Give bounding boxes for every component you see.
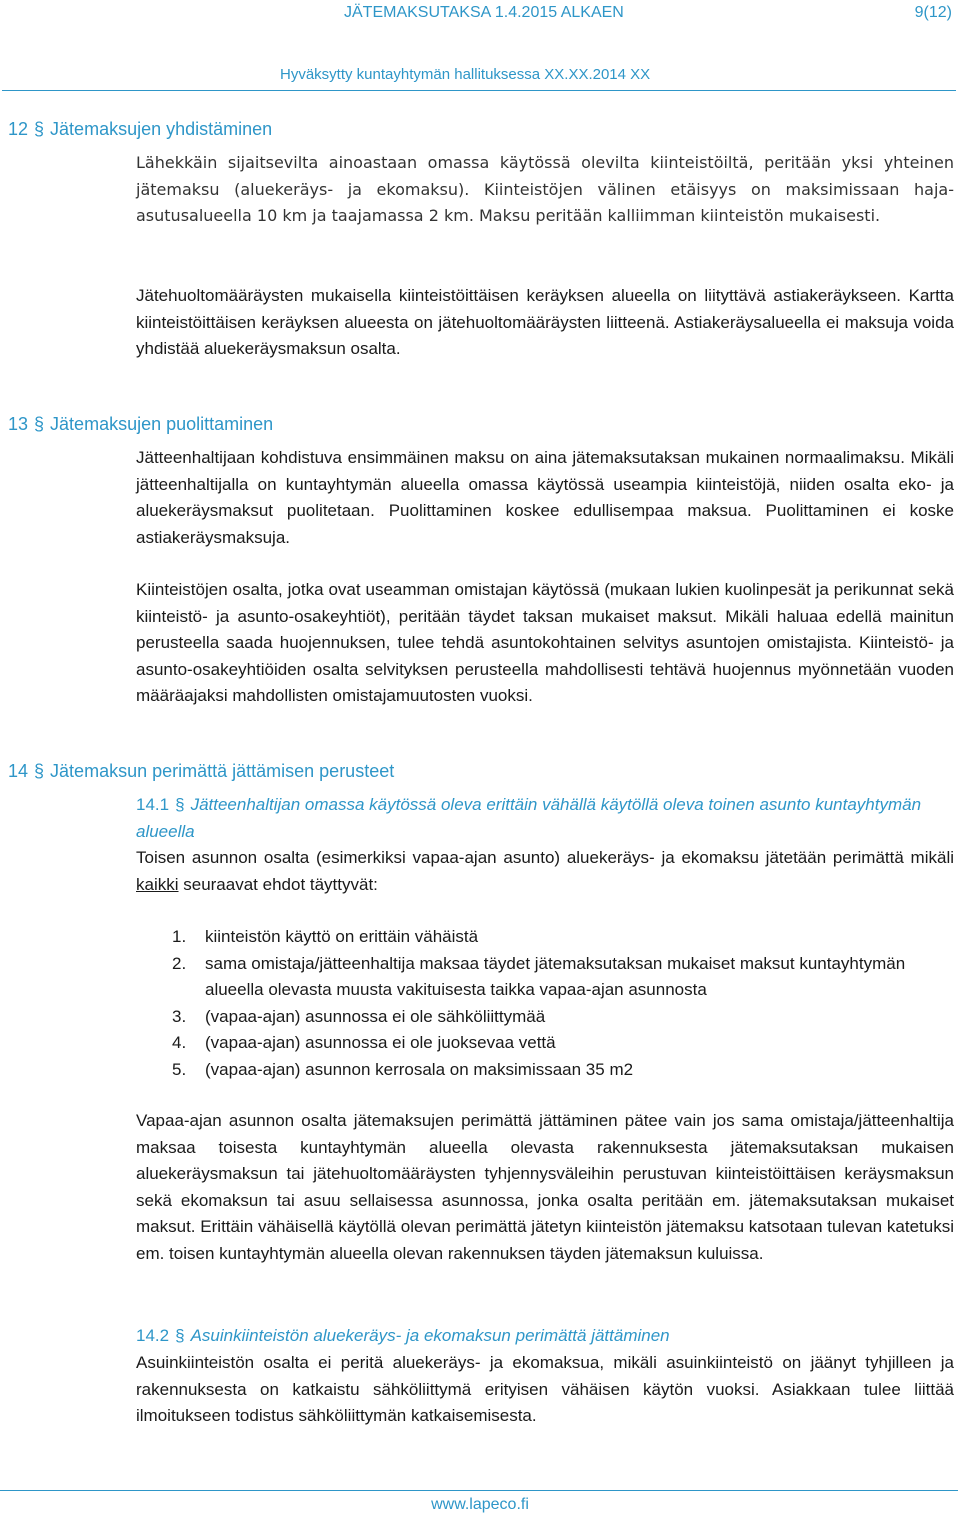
section-number: 14	[8, 761, 29, 781]
subsection-14-1-heading	[136, 792, 954, 845]
list-item	[172, 1004, 954, 1031]
list-text: (vapaa-ajan) asunnossa ei ole sähköliittymää	[205, 1006, 546, 1026]
document-title: JÄTEMAKSUTAKSA 1.4.2015 ALKAEN	[344, 4, 624, 21]
list-number: 3.	[172, 1006, 187, 1026]
list-number: 4.	[172, 1033, 187, 1052]
section-symbol: §	[175, 795, 185, 814]
intro-underlined-word: kaikki	[136, 874, 179, 894]
section-13-heading	[8, 414, 273, 435]
section-symbol: §	[34, 414, 45, 434]
list-text: sama omistaja/jätteenhaltija maksaa täydet jätemaksutaksan mukaiset maksut kuntayhtymän alueella olevasta muusta vakituisesta taikka vapaa-ajan asunnosta	[205, 953, 906, 999]
list-text: kiinteistön käyttö on erittäin vähäistä	[205, 927, 479, 946]
list-number: 2.	[172, 953, 187, 973]
subsection-14-1-paragraph-2: Vapaa-ajan asunnon osalta jätemaksujen perimättä jättäminen pätee vain jos sama omistaja/jätteenhaltija maksaa toisesta kuntayhtymän alueella olevasta rakennuksesta jätemaksutaksan mukaisen aluekeräysmaksun tai jätehuoltomääräysten tyhjennysväleihin perustuvan kiinteistöittäisen keräysmaksun sekä ekomaksun tai asuu sellaisessa asunnossa, jonka osalta peritään em. jätemaksutaksan mukaiset maksut. Erittäin vähäisellä käytöllä olevan perimättä jätetyn kiinteistön jätemaksu katsotaan tulevan katetuksi em. toisen kuntayhtymän alueella olevan rakennuksen täyden jätemaksun kuluissa.	[136, 1111, 954, 1263]
subsection-number: 14.1	[136, 795, 170, 814]
list-number: 1.	[172, 927, 187, 946]
footer-url[interactable]: www.lapeco.fi	[431, 1496, 529, 1513]
section-number: 12	[8, 119, 29, 139]
section-12-paragraph-1: Lähekkäin sijaitsevilta ainoastaan omassa käytössä olevilta kiinteistöiltä, peritään yksi yhteinen jätemaksu (aluekeräys- ja ekomaksu). Kiinteistöjen välinen etäisyys on maksimissaan haja-asutusalueella 10 km ja taajamassa 2 km. Maksu peritään kalliimman kiinteistön mukaisesti.	[136, 153, 954, 225]
section-title: Jätemaksun perimättä jättämisen perusteet	[50, 761, 395, 781]
subsection-title: Jätteenhaltijan omassa käytössä oleva erittäin vähällä käytöllä oleva toinen asunto kuntayhtymän alueella	[136, 795, 922, 841]
section-13-paragraph-1: Jätteenhaltijaan kohdistuva ensimmäinen maksu on aina jätemaksutaksan mukainen normaalimaksu. Mikäli jätteenhaltijalla on kuntayhtymän alueella omassa käytössä useampia kiinteistöjä, niiden osalta eko- ja aluekeräysmaksut puolitetaan. Puolittaminen koskee edullisempaa maksua. Puolittaminen ei koske astiakeräysmaksuja.	[136, 448, 954, 547]
section-title: Jätemaksujen puolittaminen	[50, 414, 274, 434]
section-title: Jätemaksujen yhdistäminen	[50, 119, 273, 139]
subsection-title: Asuinkiinteistön aluekeräys- ja ekomaksun perimättä jättäminen	[190, 1326, 670, 1345]
subsection-14-2-paragraph: Asuinkiinteistön osalta ei peritä aluekeräys- ja ekomaksua, mikäli asuinkiinteistö on jäänyt tyhjilleen ja rakennuksesta on katkaistu sähköliittymä erityisen vähäisen käytön vuoksi. Asiakkaan tulee liittää ilmoitukseen todistus sähköliittymän katkaisemisesta.	[136, 1353, 954, 1425]
footer-divider	[0, 1490, 958, 1491]
list-text: (vapaa-ajan) asunnossa ei ole juoksevaa vettä	[205, 1033, 556, 1052]
list-item	[172, 924, 954, 951]
subsection-number: 14.2	[136, 1326, 170, 1345]
list-item	[172, 1057, 954, 1084]
list-text: (vapaa-ajan) asunnon kerrosala on maksimissaan 35 m2	[205, 1059, 634, 1079]
section-14-heading	[8, 761, 394, 782]
section-symbol: §	[34, 761, 45, 781]
subsection-14-1-intro	[136, 845, 954, 898]
header-divider	[2, 90, 956, 91]
page-number: 9(12)	[914, 4, 952, 21]
list-number: 5.	[172, 1059, 187, 1079]
section-number: 13	[8, 414, 29, 434]
section-12-heading	[8, 119, 272, 140]
section-symbol: §	[175, 1326, 185, 1345]
section-symbol: §	[34, 119, 45, 139]
section-12-paragraph-2: Jätehuoltomääräysten mukaisella kiinteistöittäisen keräyksen alueella on liityttävä astiakeräykseen. Kartta kiinteistöittäisen keräyksen alueesta on jätehuoltomääräysten liitteenä. Astiakeräysalueella ei maksuja voida yhdistää aluekeräysmaksun osalta.	[136, 286, 954, 358]
conditions-list	[172, 924, 954, 1083]
intro-text-end: seuraavat ehdot täyttyvät:	[178, 874, 378, 894]
list-item	[172, 951, 954, 1004]
intro-text: Toisen asunnon osalta (esimerkiksi vapaa-ajan asunto) aluekeräys- ja ekomaksu jätetään perimättä mikäli	[136, 848, 954, 867]
approval-note: Hyväksytty kuntayhtymän hallituksessa XX.XX.2014 XX	[280, 66, 651, 83]
list-item	[172, 1030, 954, 1057]
section-13-paragraph-2: Kiinteistöjen osalta, jotka ovat useamman omistajan käytössä (mukaan lukien kuolinpesät ja perikunnat sekä kiinteistö- ja asunto-osakeyhtiöt), peritään täydet taksan mukaiset maksut. Mikäli haluaa edellä mainitun perusteella saada huojennuksen, tulee tehdä asuntokohtainen selvitys asuntojen omistajista. Kiinteistö- ja asunto-osakeyhtiöiden osalta selvityksen perusteella mahdollisesti tehtävä huojennus myönnetään vuoden määräajaksi mahdollisten omistajamuutosten vuoksi.	[136, 580, 954, 705]
subsection-14-2-heading	[136, 1323, 954, 1350]
